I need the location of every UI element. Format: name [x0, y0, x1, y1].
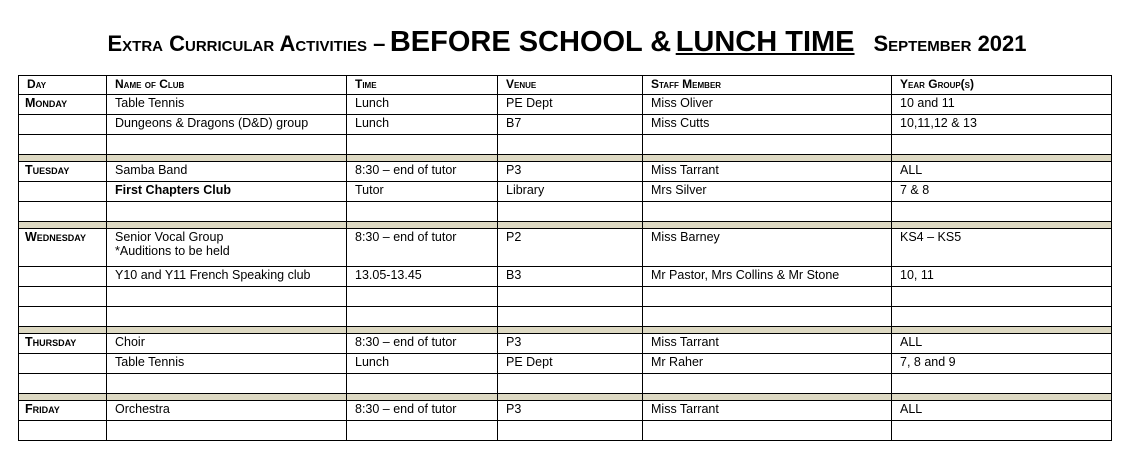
- table-row: [19, 162, 1112, 182]
- year-cell: 7, 8 and 9: [892, 354, 1112, 374]
- staff-cell: Miss Barney: [643, 229, 892, 267]
- time-cell: Lunch: [347, 115, 498, 135]
- table-row: [19, 334, 1112, 354]
- empty-row: [19, 287, 1112, 307]
- year-cell: 7 & 8: [892, 182, 1112, 202]
- club-cell: Samba Band: [107, 162, 347, 182]
- day-cell-empty: [19, 267, 107, 287]
- venue-cell: PE Dept: [498, 354, 643, 374]
- day-label-thursday: Thursday: [19, 334, 107, 354]
- title-part-1: Extra Curricular Activities –: [107, 31, 386, 56]
- day-cell-empty: [19, 354, 107, 374]
- venue-cell: B3: [498, 267, 643, 287]
- table-row: [19, 182, 1112, 202]
- header-year: Year Group(s): [892, 76, 1112, 95]
- time-cell: 8:30 – end of tutor: [347, 229, 498, 267]
- empty-row: [19, 374, 1112, 394]
- day-separator: [19, 394, 1112, 401]
- club-cell: [107, 229, 347, 267]
- staff-cell: Mr Pastor, Mrs Collins & Mr Stone: [643, 267, 892, 287]
- club-cell: Orchestra: [107, 401, 347, 421]
- year-cell: 10,11,12 & 13: [892, 115, 1112, 135]
- header-day: Day: [19, 76, 107, 95]
- header-staff: Staff Member: [643, 76, 892, 95]
- time-cell: Tutor: [347, 182, 498, 202]
- staff-cell: Mrs Silver: [643, 182, 892, 202]
- day-label-friday: Friday: [19, 401, 107, 421]
- staff-cell: Miss Tarrant: [643, 334, 892, 354]
- year-cell: 10, 11: [892, 267, 1112, 287]
- header-time: Time: [347, 76, 498, 95]
- year-cell: KS4 – KS5: [892, 229, 1112, 267]
- staff-cell: Miss Cutts: [643, 115, 892, 135]
- empty-row: [19, 307, 1112, 327]
- venue-cell: P3: [498, 162, 643, 182]
- time-cell: 8:30 – end of tutor: [347, 162, 498, 182]
- schedule-table: [18, 75, 1112, 441]
- empty-row: [19, 135, 1112, 155]
- day-cell-empty: [19, 115, 107, 135]
- day-separator: [19, 327, 1112, 334]
- venue-cell: P2: [498, 229, 643, 267]
- year-cell: ALL: [892, 401, 1112, 421]
- club-cell: First Chapters Club: [107, 182, 347, 202]
- time-cell: 8:30 – end of tutor: [347, 334, 498, 354]
- title-part-3: LUNCH TIME: [675, 26, 855, 58]
- time-cell: Lunch: [347, 354, 498, 374]
- year-cell: ALL: [892, 162, 1112, 182]
- club-note: *Auditions to be held: [115, 244, 230, 258]
- table-row: [19, 267, 1112, 287]
- title-part-4: September 2021: [873, 31, 1027, 56]
- table-row: [19, 95, 1112, 115]
- year-cell: ALL: [892, 334, 1112, 354]
- document-title: [0, 26, 1134, 59]
- club-cell: Dungeons & Dragons (D&D) group: [107, 115, 347, 135]
- staff-cell: Miss Oliver: [643, 95, 892, 115]
- staff-cell: Mr Raher: [643, 354, 892, 374]
- day-label-tuesday: Tuesday: [19, 162, 107, 182]
- club-cell: Table Tennis: [107, 95, 347, 115]
- club-cell: Y10 and Y11 French Speaking club: [107, 267, 347, 287]
- club-name: Senior Vocal Group: [115, 230, 224, 244]
- header-club: Name of Club: [107, 76, 347, 95]
- header-row: [19, 76, 1112, 95]
- time-cell: 13.05-13.45: [347, 267, 498, 287]
- table-row: [19, 401, 1112, 421]
- venue-cell: B7: [498, 115, 643, 135]
- club-cell: Table Tennis: [107, 354, 347, 374]
- venue-cell: Library: [498, 182, 643, 202]
- table-row: [19, 115, 1112, 135]
- day-cell-empty: [19, 182, 107, 202]
- staff-cell: Miss Tarrant: [643, 162, 892, 182]
- time-cell: 8:30 – end of tutor: [347, 401, 498, 421]
- day-label-monday: Monday: [19, 95, 107, 115]
- club-cell: Choir: [107, 334, 347, 354]
- year-cell: 10 and 11: [892, 95, 1112, 115]
- table-row: [19, 354, 1112, 374]
- table-row: [19, 229, 1112, 267]
- day-separator: [19, 222, 1112, 229]
- time-cell: Lunch: [347, 95, 498, 115]
- venue-cell: P3: [498, 401, 643, 421]
- staff-cell: Miss Tarrant: [643, 401, 892, 421]
- empty-row: [19, 421, 1112, 441]
- venue-cell: P3: [498, 334, 643, 354]
- venue-cell: PE Dept: [498, 95, 643, 115]
- header-venue: Venue: [498, 76, 643, 95]
- title-part-2: BEFORE SCHOOL &: [389, 26, 672, 58]
- empty-row: [19, 202, 1112, 222]
- day-separator: [19, 155, 1112, 162]
- day-label-wednesday: Wednesday: [19, 229, 107, 267]
